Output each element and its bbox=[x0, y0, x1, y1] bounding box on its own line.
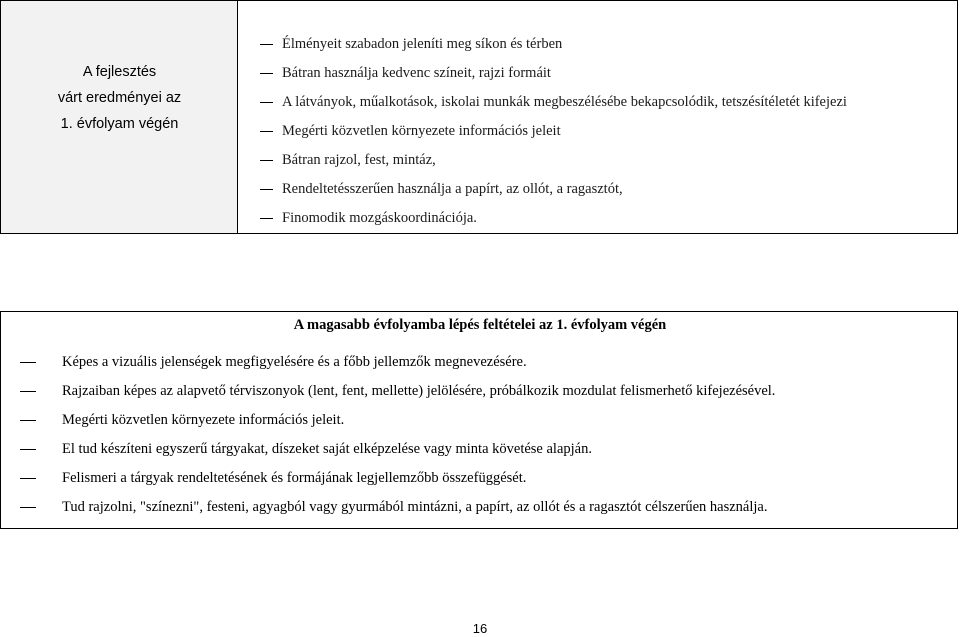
dash-bullet-icon bbox=[260, 218, 273, 219]
list-item bbox=[20, 435, 775, 464]
page-number: 16 bbox=[472, 621, 488, 636]
list-item bbox=[260, 175, 847, 204]
list-item bbox=[260, 117, 847, 146]
advancement-conditions-title: A magasabb évfolyamba lépés feltételei az 1. évfolyam végén bbox=[293, 317, 667, 333]
dash-bullet-icon bbox=[20, 420, 36, 421]
dash-bullet-icon bbox=[20, 507, 36, 508]
dash-bullet-icon bbox=[20, 449, 36, 450]
expected-results-heading-cell bbox=[1, 1, 238, 233]
list-item-text: Tud rajzolni, "színezni", festeni, agyagból vagy gyurmából mintázni, a papírt, az ollót és a ragasztót célszerűen használja. bbox=[62, 499, 768, 515]
dash-bullet-icon bbox=[260, 102, 273, 103]
list-item bbox=[20, 464, 775, 493]
advancement-conditions-list bbox=[20, 348, 775, 522]
expected-results-heading bbox=[1, 59, 238, 137]
list-item-text: A látványok, műalkotások, iskolai munkák megbeszélésébe bekapcsolódik, tetszésítéletét kifejezi bbox=[282, 94, 847, 110]
expected-results-list bbox=[260, 30, 847, 233]
list-item bbox=[20, 377, 775, 406]
list-item bbox=[260, 204, 847, 233]
dash-bullet-icon bbox=[20, 478, 36, 479]
dash-bullet-icon bbox=[20, 362, 36, 363]
list-item-text: Megérti közvetlen környezete információs jeleit bbox=[282, 123, 561, 139]
list-item-text: Élményeit szabadon jeleníti meg síkon és térben bbox=[282, 36, 563, 52]
list-item bbox=[20, 348, 775, 377]
list-item bbox=[260, 146, 847, 175]
list-item-text: Bátran rajzol, fest, mintáz, bbox=[282, 152, 436, 168]
dash-bullet-icon bbox=[260, 160, 273, 161]
dash-bullet-icon bbox=[260, 131, 273, 132]
list-item-text: Rajzaiban képes az alapvető térviszonyok (lent, fent, mellette) jelölésére, próbálkozik mozdulat felismerhető kifejezésével. bbox=[62, 383, 776, 399]
list-item-text: Rendeltetésszerűen használja a papírt, az ollót, a ragasztót, bbox=[282, 181, 623, 197]
heading-line: 1. évfolyam végén bbox=[60, 116, 179, 132]
list-item bbox=[260, 59, 847, 88]
dash-bullet-icon bbox=[20, 391, 36, 392]
list-item-text: Bátran használja kedvenc színeit, rajzi formáit bbox=[282, 65, 551, 81]
expected-results-content-cell bbox=[238, 1, 957, 233]
dash-bullet-icon bbox=[260, 73, 273, 74]
heading-line: várt eredményei az bbox=[57, 90, 182, 106]
list-item bbox=[20, 493, 775, 522]
list-item-text: Finomodik mozgáskoordinációja. bbox=[282, 210, 477, 226]
list-item-text: Megérti közvetlen környezete információs jeleit. bbox=[62, 412, 345, 428]
list-item-text: El tud készíteni egyszerű tárgyakat, díszeket saját elképzelése vagy minta követése alapján. bbox=[62, 441, 592, 457]
dash-bullet-icon bbox=[260, 44, 273, 45]
list-item-text: Felismeri a tárgyak rendeltetésének és formájának legjellemzőbb összefüggését. bbox=[62, 470, 527, 486]
list-item bbox=[260, 30, 847, 59]
expected-results-table bbox=[0, 0, 958, 234]
list-item-text: Képes a vizuális jelenségek megfigyelésére és a főbb jellemzők megnevezésére. bbox=[62, 354, 527, 370]
heading-line: A fejlesztés bbox=[82, 64, 157, 80]
advancement-conditions-table bbox=[0, 311, 958, 529]
list-item bbox=[20, 406, 775, 435]
dash-bullet-icon bbox=[260, 189, 273, 190]
list-item bbox=[260, 88, 847, 117]
